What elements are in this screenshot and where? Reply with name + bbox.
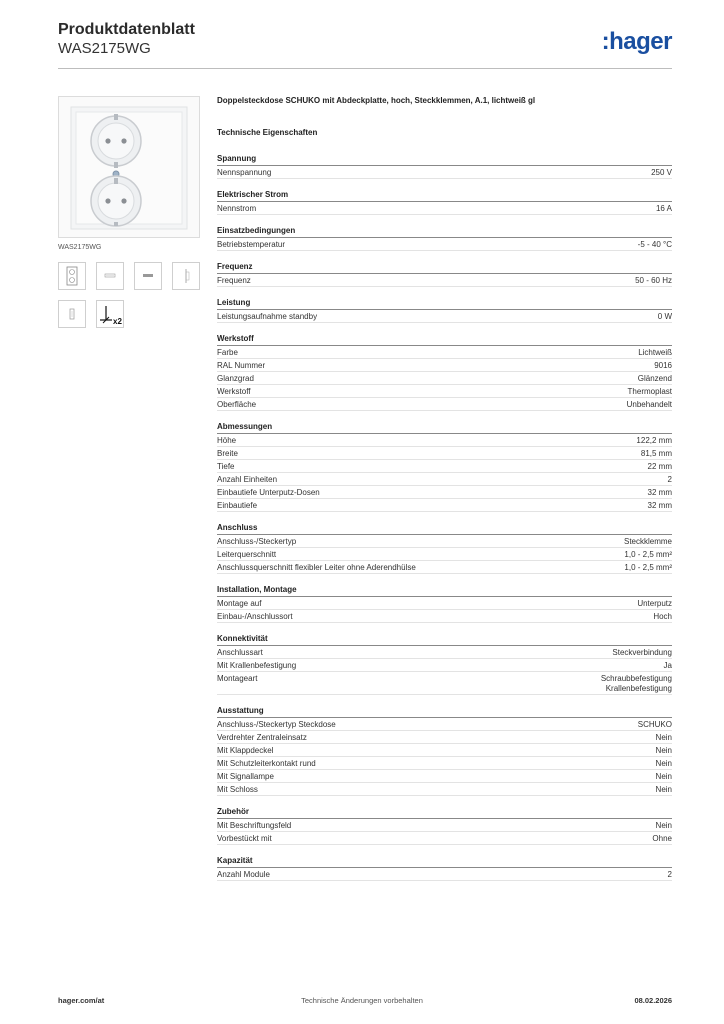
spec-group [217,297,672,323]
page-title: Produktdatenblatt [58,21,195,38]
spec-group [217,633,672,695]
spec-label: Anzahl Module [217,870,270,879]
spec-value-line: Steckklemme [623,537,672,546]
spec-group-title: Kapazität [217,855,672,868]
spec-value [648,488,672,498]
spec-group [217,333,672,411]
spec-value [638,348,672,358]
spec-value [656,733,672,743]
spec-value-line: Thermoplast [627,387,672,396]
spec-row [217,597,672,610]
spec-group [217,522,672,574]
spec-label: Anzahl Einheiten [217,475,278,484]
spec-value-line: Nein [655,746,672,755]
spec-label: Leiterquerschnitt [217,550,277,559]
spec-value [638,374,672,384]
spec-value-line: 9016 [654,361,672,370]
spec-group-title: Zubehör [217,806,672,819]
spec-value [624,550,672,560]
spec-row [217,744,672,757]
spec-label: Mit Schutzleiterkontakt rund [217,759,316,768]
spec-value [638,720,672,730]
spec-value [668,475,672,485]
spec-group-title: Ausstattung [217,705,672,718]
spec-group [217,189,672,215]
spec-row [217,731,672,744]
spec-value [624,563,672,573]
spec-row [217,447,672,460]
spec-value [656,821,672,831]
spec-value [601,674,672,694]
header-divider [58,68,672,69]
spec-value-line: 32 mm [647,488,672,497]
spec-value-line: Hoch [653,612,672,621]
spec-group [217,705,672,796]
spec-group-title: Elektrischer Strom [217,189,672,202]
spec-label: Anschlussquerschnitt flexibler Leiter ohne Aderendhülse [217,563,416,572]
spec-label: Mit Signallampe [217,772,274,781]
spec-label: Tiefe [217,462,235,471]
spec-label: Einbautiefe Unterputz-Dosen [217,488,320,497]
spec-group [217,806,672,845]
spec-value-line: Unterputz [637,599,672,608]
spec-value-line: Nein [655,821,672,830]
spec-row [217,672,672,695]
spec-value-line: 81,5 mm [640,449,672,458]
spec-group [217,225,672,251]
wiring-symbol-label: x2 [113,317,122,326]
spec-row [217,460,672,473]
spec-label: Montageart [217,674,258,683]
spec-value-line: 50 - 60 Hz [635,276,672,285]
spec-group-title: Einsatzbedingungen [217,225,672,238]
spec-label: Anschluss-/Steckertyp Steckdose [217,720,336,729]
spec-label: Einbau-/Anschlussort [217,612,293,621]
spec-value [648,462,672,472]
spec-row [217,385,672,398]
spec-row [217,646,672,659]
spec-value [651,168,672,178]
spec-label: RAL Nummer [217,361,266,370]
product-description: Doppelsteckdose SCHUKO mit Abdeckplatte, hoch, Steckklemmen, A.1, lichtweiß gl [217,96,536,105]
spec-value [652,834,672,844]
spec-row [217,718,672,731]
spec-value-line: Glänzend [637,374,672,383]
spec-row [217,398,672,411]
spec-row [217,372,672,385]
spec-value-line: Nein [655,785,672,794]
spec-row [217,310,672,323]
spec-label: Leistungsaufnahme standby [217,312,318,321]
spec-value [656,759,672,769]
spec-label: Mit Beschriftungsfeld [217,821,292,830]
spec-row [217,535,672,548]
spec-row [217,359,672,372]
spec-row [217,274,672,287]
spec-value [656,204,672,214]
spec-label: Oberfläche [217,400,257,409]
spec-label: Mit Klappdeckel [217,746,274,755]
spec-value-line: Nein [655,733,672,742]
spec-group-title: Installation, Montage [217,584,672,597]
spec-value [664,661,672,671]
spec-content [217,96,672,891]
spec-value-line: 250 V [651,168,672,177]
spec-row [217,832,672,845]
spec-label: Werkstoff [217,387,251,396]
spec-value-line: Unbehandelt [626,400,672,409]
spec-row [217,757,672,770]
spec-group [217,421,672,512]
socket-front-drawing-icon [58,262,86,290]
spec-row [217,783,672,796]
spec-value-line: 22 mm [647,462,672,471]
spec-group [217,261,672,287]
spec-row [217,561,672,574]
spec-value-line: 2 [667,870,672,879]
spec-row [217,548,672,561]
spec-value-line: 122,2 mm [636,436,672,445]
spec-value-line: Ja [663,661,672,670]
spec-row [217,499,672,512]
spec-label: Vorbestückt mit [217,834,272,843]
spec-value-line: Nein [655,759,672,768]
spec-value [654,361,672,371]
spec-row [217,819,672,832]
spec-value [635,276,672,286]
spec-value [658,312,672,322]
spec-value-line: 32 mm [647,501,672,510]
spec-value [648,501,672,511]
spec-label: Anschlussart [217,648,263,657]
hager-logo: :hager [601,28,672,55]
spec-value [656,746,672,756]
spec-value-line: 1,0 - 2,5 mm² [624,550,672,559]
socket-top-drawing-icon [134,262,162,290]
spec-label: Glanzgrad [217,374,254,383]
spec-group [217,855,672,881]
spec-group [217,584,672,623]
socket-side-drawing-icon [96,262,124,290]
spec-label: Nennstrom [217,204,257,213]
spec-group-title: Werkstoff [217,333,672,346]
spec-value-line: Ohne [652,834,672,843]
socket-profile-drawing-icon [172,262,200,290]
footer-notice: Technische Änderungen vorbehalten [301,996,423,1005]
spec-group-title: Konnektivität [217,633,672,646]
spec-row [217,610,672,623]
spec-row [217,659,672,672]
spec-value [656,785,672,795]
spec-value [638,240,672,250]
spec-label: Breite [217,449,238,458]
spec-value-line: 16 A [655,204,672,213]
terminal-drawing-icon [58,300,86,328]
spec-value-line: 0 W [657,312,672,321]
footer-website: hager.com/at [58,996,105,1005]
spec-row [217,770,672,783]
spec-group-title: Frequenz [217,261,672,274]
spec-value-line: 1,0 - 2,5 mm² [624,563,672,572]
section-label: Technische Eigenschaften [217,128,318,137]
spec-row [217,346,672,359]
spec-value-line: 2 [667,475,672,484]
spec-group-title: Anschluss [217,522,672,535]
spec-value-line: Nein [655,772,672,781]
double-socket-image-icon [59,97,199,237]
spec-row [217,473,672,486]
wiring-symbol-x2-icon [96,300,124,328]
spec-label: Mit Schloss [217,785,258,794]
spec-value [653,612,672,622]
product-image [58,96,200,238]
spec-label: Nennspannung [217,168,272,177]
spec-row [217,202,672,215]
spec-group-title: Abmessungen [217,421,672,434]
spec-label: Frequenz [217,276,251,285]
spec-value-line: -5 - 40 °C [637,240,672,249]
spec-value-line: Steckverbindung [612,648,672,657]
spec-label: Betriebstemperatur [217,240,286,249]
spec-groups [217,153,672,881]
spec-row [217,238,672,251]
spec-label: Montage auf [217,599,262,608]
spec-value-line: SCHUKO [637,720,672,729]
spec-value [656,772,672,782]
spec-value [628,387,672,397]
spec-value [668,870,672,880]
spec-label: Mit Krallenbefestigung [217,661,297,670]
spec-label: Einbautiefe [217,501,258,510]
spec-label: Höhe [217,436,237,445]
spec-value [641,449,672,459]
spec-row [217,486,672,499]
spec-value-line: Lichtweiß [638,348,672,357]
spec-row [217,434,672,447]
spec-value-line: Schraubbefestigung [600,674,672,683]
spec-value [637,599,672,609]
spec-label: Anschluss-/Steckertyp [217,537,297,546]
spec-label: Farbe [217,348,238,357]
footer-date: 08.02.2026 [634,996,672,1005]
spec-group-title: Leistung [217,297,672,310]
spec-row [217,166,672,179]
spec-value [612,648,672,658]
image-caption: WAS2175WG [58,244,102,251]
spec-value [627,400,672,410]
spec-label: Verdrehter Zentraleinsatz [217,733,307,742]
product-code: WAS2175WG [58,40,151,57]
spec-group [217,153,672,179]
spec-value-line: Krallenbefestigung [605,684,672,693]
spec-value [624,537,672,547]
spec-group-title: Spannung [217,153,672,166]
spec-row [217,868,672,881]
spec-value [636,436,672,446]
